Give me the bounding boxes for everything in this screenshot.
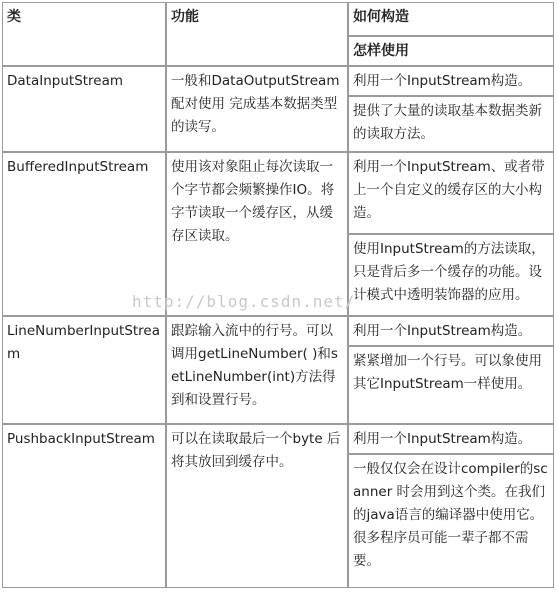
row-3-usage: 紧紧增加一个行号。可以象使用其它InputStream一样使用。 (348, 346, 554, 424)
row-4-construct: 利用一个InputStream构造。 (348, 424, 554, 454)
header-function: 功能 (166, 2, 348, 66)
row-4-usage: 一般仅仅会在设计compiler的scanner 时会用到这个类。在我们的java语言的编译器中使用它。很多程序员可能一辈子都不需要。 (348, 454, 554, 588)
row-1-usage: 提供了大量的读取基本数据类新的读取方法。 (348, 96, 554, 152)
row-2-construct: 利用一个InputStream、或者带上一个自定义的缓存区的大小构造。 (348, 152, 554, 234)
row-3-function: 跟踪输入流中的行号。可以调用getLineNumber( )和setLineNumber(int)方法得到和设置行号。 (166, 316, 348, 424)
row-1-function: 一般和DataOutputStream配对使用 完成基本数据类型的读写。 (166, 66, 348, 152)
row-2-usage: 使用InputStream的方法读取，只是背后多一个缓存的功能。设计模式中透明装饰器的应用。 (348, 234, 554, 316)
row-2-class: BufferedInputStream (2, 152, 166, 316)
header-construct: 如何构造 (348, 2, 554, 36)
watermark-text: http://blog.csdn.net/ (132, 292, 356, 311)
row-1-class: DataInputStream (2, 66, 166, 152)
row-1-construct: 利用一个InputStream构造。 (348, 66, 554, 96)
header-usage: 怎样使用 (348, 36, 554, 66)
row-4-class: PushbackInputStream (2, 424, 166, 588)
header-class: 类 (2, 2, 166, 66)
row-2-function: 使用该对象阻止每次读取一个字节都会频繁操作IO。将字节读取一个缓存区，从缓存区读取。 (166, 152, 348, 316)
row-4-function: 可以在读取最后一个byte 后将其放回到缓存中。 (166, 424, 348, 588)
row-3-construct: 利用一个InputStream构造。 (348, 316, 554, 346)
row-3-class: LineNumberInputStream (2, 316, 166, 424)
comparison-table (2, 2, 554, 588)
